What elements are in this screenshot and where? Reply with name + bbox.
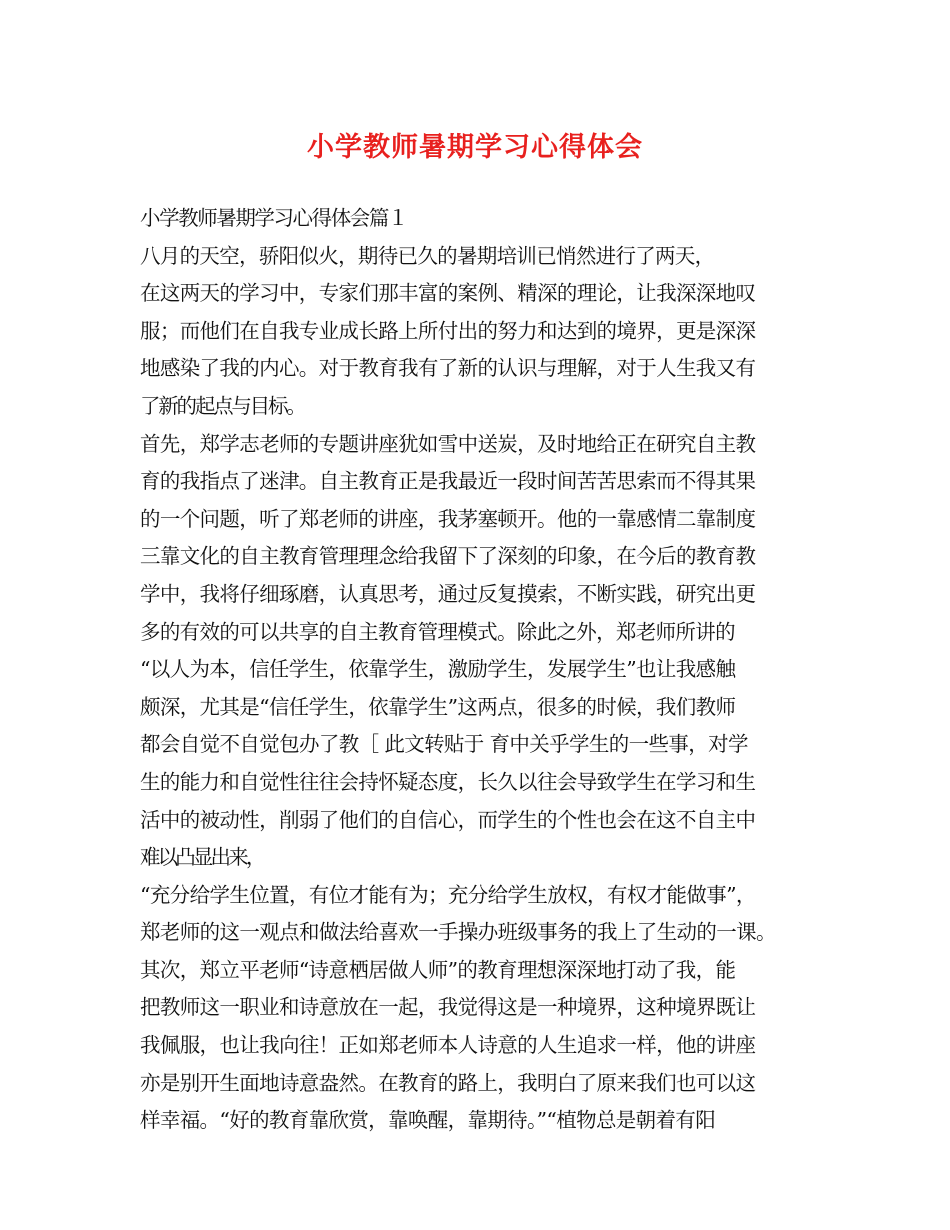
text-line: 服；而他们在自我专业成长路上所付出的努力和达到的境界，更是深深 — [140, 318, 756, 343]
text-line: 颇深，尤其是“信任学生，依靠学生”这两点，很多的时候，我们教师 — [140, 694, 736, 719]
text-line: 学中，我将仔细琢磨，认真思考，通过反复摸索，不断实践，研究出更 — [140, 581, 756, 606]
text-line: 的一个问题，听了郑老师的讲座，我茅塞顿开。他的一靠感情二靠制度 — [140, 506, 756, 531]
document-title: 小学教师暑期学习心得体会 — [307, 132, 643, 163]
text-line: 生的能力和自觉性往往会持怀疑态度，长久以往会导致学生在学习和生 — [140, 769, 756, 794]
text-line: 我佩服，也让我向往！正如郑老师本人诗意的人生追求一样，他的讲座 — [140, 1033, 756, 1058]
text-line: “以人为本，信任学生，依靠学生，激励学生，发展学生”也让我感触 — [140, 657, 736, 682]
text-line: 地感染了我的内心。对于教育我有了新的认识与理解，对于人生我又有 — [140, 356, 756, 381]
text-line: “充分给学生位置，有位才能有为；充分给学生放权，有权才能做事”， — [140, 882, 756, 907]
text-line: 都会自觉不自觉包办了教［ 此文转贴于 育中关乎学生的一些事，对学 — [140, 732, 748, 757]
text-line: 小学教师暑期学习心得体会篇１ — [140, 206, 407, 230]
text-line: 难以凸显出来， — [140, 845, 264, 870]
text-line: 亦是别开生面地诗意盎然。在教育的路上，我明白了原来我们也可以这 — [140, 1070, 756, 1095]
text-line: 三靠文化的自主教育管理理念给我留下了深刻的印象，在今后的教育教 — [140, 544, 756, 569]
text-line: 了新的起点与目标。 — [140, 393, 305, 418]
document-body — [140, 200, 840, 1140]
text-line: 八月的天空，骄阳似火，期待已久的暑期培训已悄然进行了两天， — [140, 243, 715, 268]
text-line: 其次，郑立平老师“诗意栖居做人师”的教育理想深深地打动了我，能 — [140, 957, 736, 982]
text-line: 育的我指点了迷津。自主教育正是我最近一段时间苦苦思索而不得其果 — [140, 469, 756, 494]
text-line: 多的有效的可以共享的自主教育管理模式。除此之外，郑老师所讲的 — [140, 619, 735, 644]
text-line: 郑老师的这一观点和做法给喜欢一手操办班级事务的我上了生动的一课。 — [140, 920, 776, 945]
text-line: 首先，郑学志老师的专题讲座犹如雪中送炭，及时地给正在研究自主教 — [140, 431, 756, 456]
text-line: 在这两天的学习中，专家们那丰富的案例、精深的理论，让我深深地叹 — [140, 281, 756, 306]
text-line: 活中的被动性，削弱了他们的自信心，而学生的个性也会在这不自主中 — [140, 807, 756, 832]
text-line: 样幸福。“好的教育靠欣赏，靠唤醒，靠期待。”“植物总是朝着有阳 — [140, 1108, 716, 1133]
text-line: 把教师这一职业和诗意放在一起，我觉得这是一种境界，这种境界既让 — [140, 995, 756, 1020]
